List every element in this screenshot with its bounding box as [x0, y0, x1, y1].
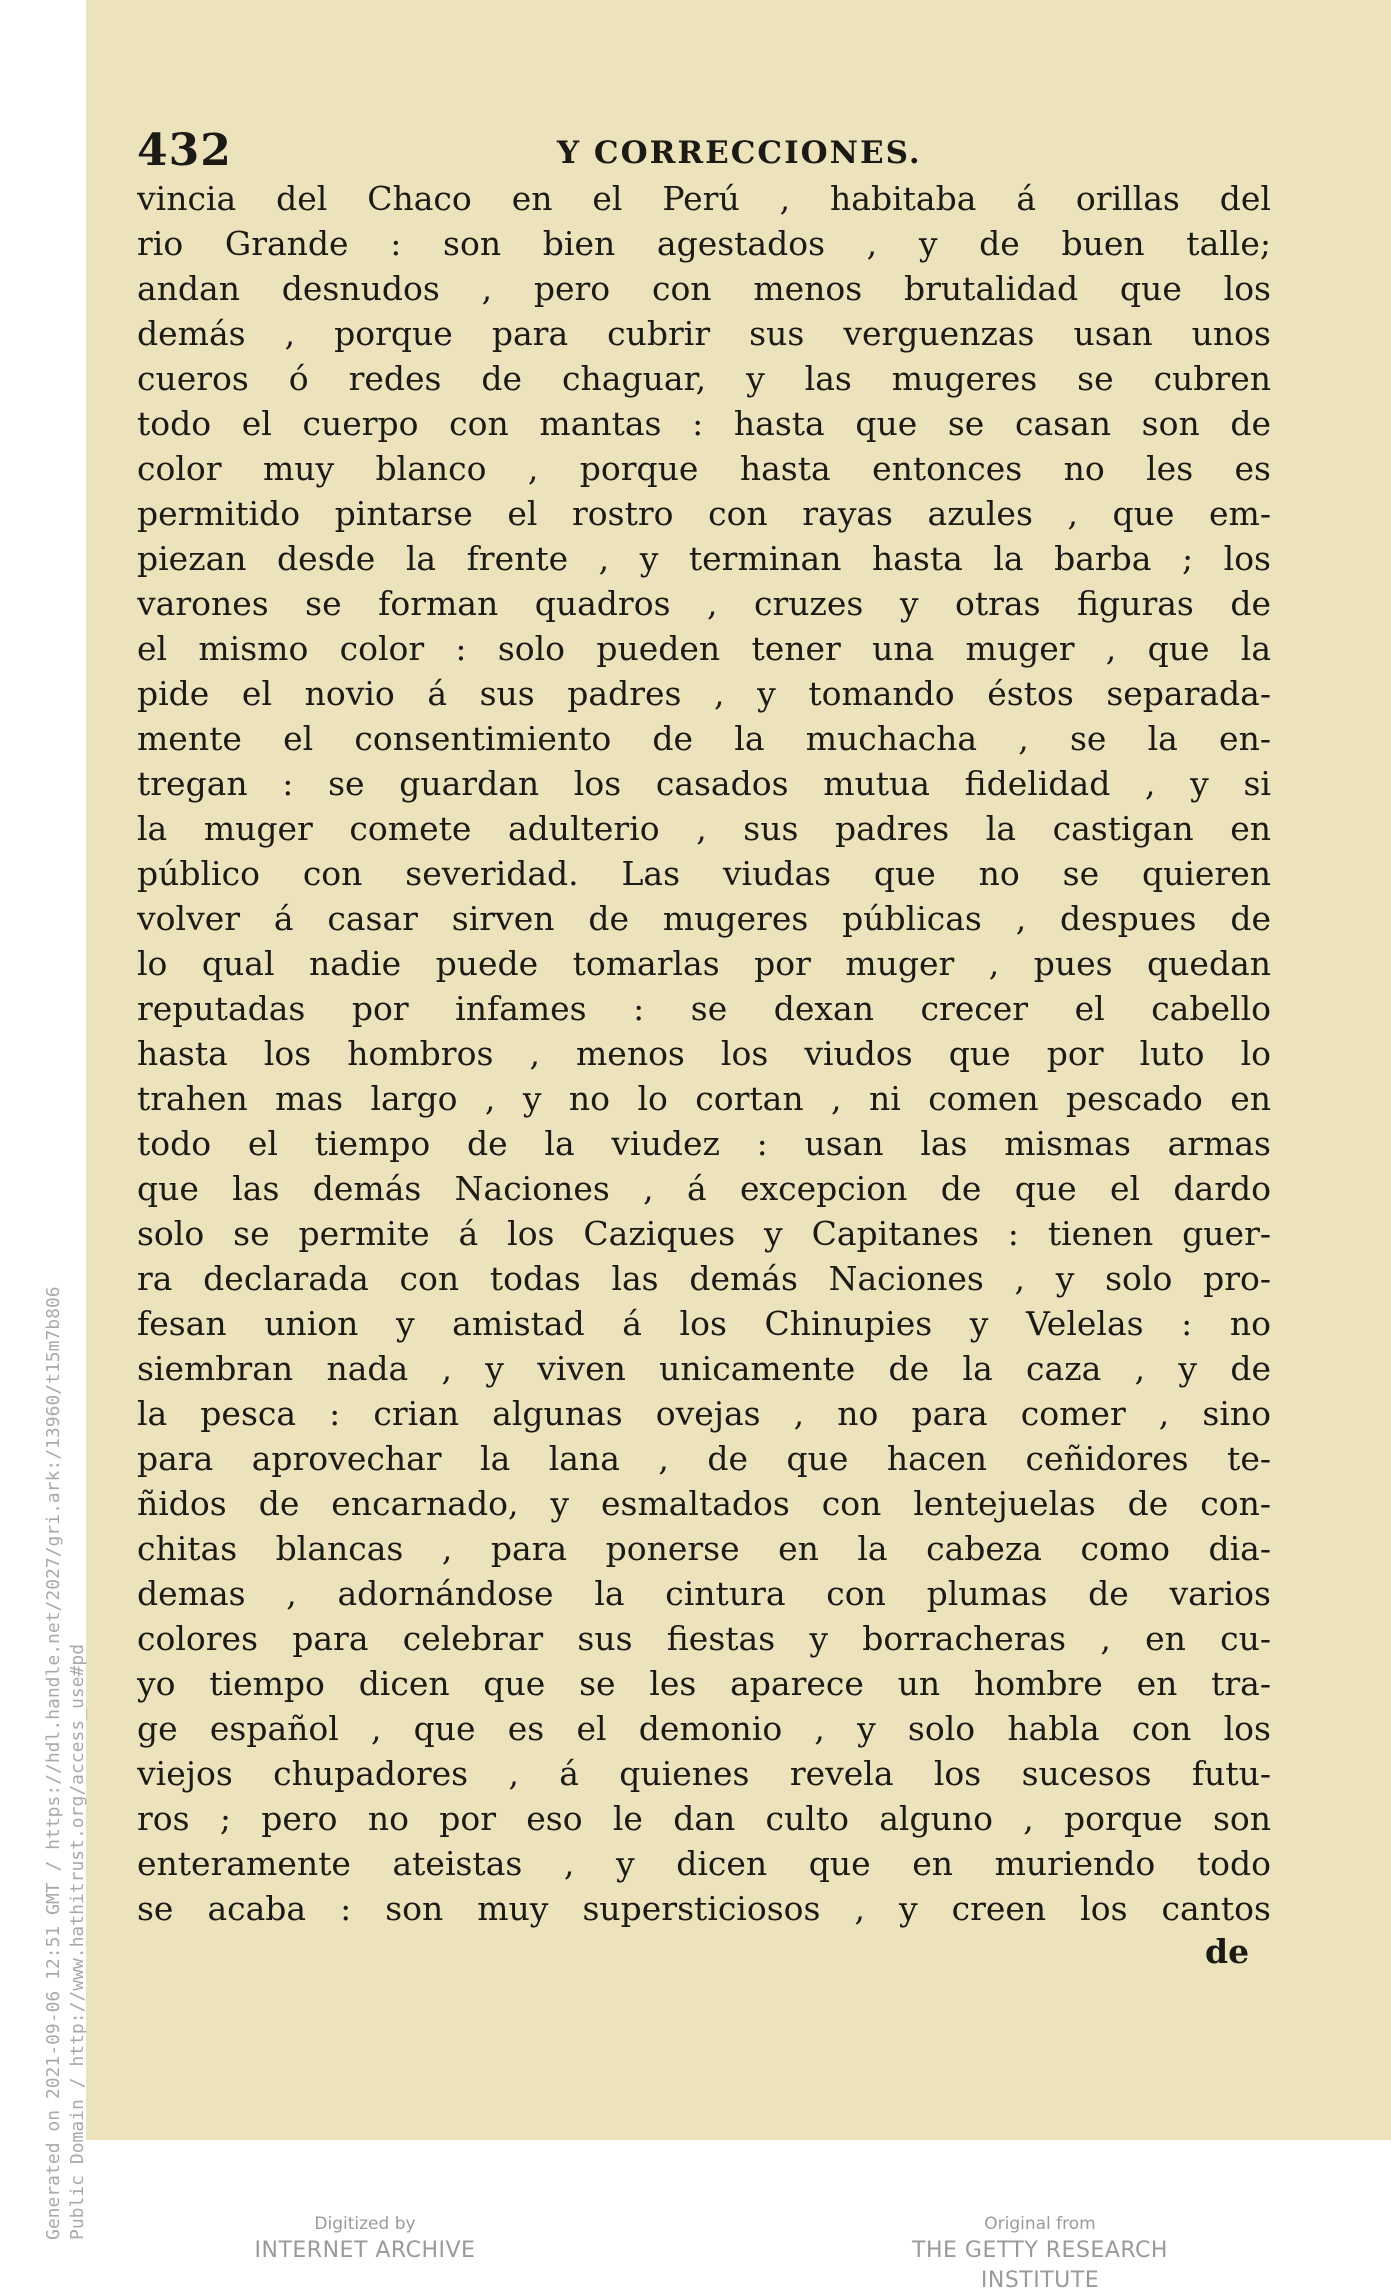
digitized-by-credit — [230, 2212, 500, 2266]
text-line: permitido pintarse el rostro con rayas azules , que em- — [137, 494, 1271, 533]
text-line: reputadas por infames : se dexan crecer el cabello — [137, 989, 1271, 1028]
catchword: de — [1205, 1932, 1250, 1971]
text-line: mente el consentimiento de la muchacha , se la en- — [137, 719, 1271, 758]
digitized-by-label: Digitized by — [314, 2214, 416, 2234]
text-line: viejos chupadores , á quienes revela los sucesos futu- — [137, 1754, 1271, 1793]
text-line: piezan desde la frente , y terminan hasta la barba ; los — [137, 539, 1271, 578]
text-line: colores para celebrar sus fiestas y borracheras , en cu- — [137, 1619, 1271, 1658]
text-line: cueros ó redes de chaguar, y las mugeres se cubren — [137, 359, 1271, 398]
text-line: hasta los hombros , menos los viudos que por luto lo — [137, 1034, 1271, 1073]
text-line: se acaba : son muy supersticiosos , y creen los cantos — [137, 1889, 1271, 1928]
text-line: la pesca : crian algunas ovejas , no para comer , sino — [137, 1394, 1271, 1433]
text-line: color muy blanco , porque hasta entonces no les es — [137, 449, 1271, 488]
text-line: siembran nada , y viven unicamente de la caza , y de — [137, 1349, 1271, 1388]
getty-research-institute-logo: THE GETTY RESEARCH INSTITUTE — [912, 2238, 1168, 2293]
text-line: ros ; pero no por eso le dan culto alguno , porque son — [137, 1799, 1271, 1838]
text-line: para aprovechar la lana , de que hacen ceñidores te- — [137, 1439, 1271, 1478]
text-line: todo el cuerpo con mantas : hasta que se casan son de — [137, 404, 1271, 443]
text-line: demas , adornándose la cintura con plumas de varios — [137, 1574, 1271, 1613]
text-line: enteramente ateistas , y dicen que en muriendo todo — [137, 1844, 1271, 1883]
text-line: demás , porque para cubrir sus verguenzas usan unos — [137, 314, 1271, 353]
text-line: rio Grande : son bien agestados , y de buen talle; — [137, 224, 1271, 263]
text-line: vincia del Chaco en el Perú , habitaba á orillas del — [137, 179, 1271, 218]
text-line: ra declarada con todas las demás Naciones , y solo pro- — [137, 1259, 1271, 1298]
text-line: pide el novio á sus padres , y tomando éstos separada- — [137, 674, 1271, 713]
running-head: Y CORRECCIONES. — [557, 135, 922, 171]
text-line: público con severidad. Las viudas que no se quieren — [137, 854, 1271, 893]
text-line: que las demás Naciones , á excepcion de que el dardo — [137, 1169, 1271, 1208]
text-line: ñidos de encarnado, y esmaltados con lentejuelas de con- — [137, 1484, 1271, 1523]
hathitrust-watermark — [42, 1286, 90, 2240]
text-line: el mismo color : solo pueden tener una muger , que la — [137, 629, 1271, 668]
text-line: tregan : se guardan los casados mutua fidelidad , y si — [137, 764, 1271, 803]
text-line: ge español , que es el demonio , y solo habla con los — [137, 1709, 1271, 1748]
page-number: 432 — [137, 125, 232, 176]
text-line: varones se forman quadros , cruzes y otras figuras de — [137, 584, 1271, 623]
text-line: yo tiempo dicen que se les aparece un hombre en tra- — [137, 1664, 1271, 1703]
text-line: fesan union y amistad á los Chinupies y Velelas : no — [137, 1304, 1271, 1343]
watermark-generated-line: Generated on 2021-09-06 12:51 GMT / https://hdl.handle.net/2027/gri.ark:/13960/t15m7b806 — [43, 1286, 64, 2240]
text-line: lo qual nadie puede tomarlas por muger , pues quedan — [137, 944, 1271, 983]
text-line: volver á casar sirven de mugeres públicas , despues de — [137, 899, 1271, 938]
text-line: trahen mas largo , y no lo cortan , ni comen pescado en — [137, 1079, 1271, 1118]
internet-archive-logo: INTERNET ARCHIVE — [254, 2238, 476, 2263]
watermark-rights-line: Public Domain / http://www.hathitrust.org/access_use#pd — [67, 1643, 88, 2240]
text-line: andan desnudos , pero con menos brutalidad que los — [137, 269, 1271, 308]
text-line: chitas blancas , para ponerse en la cabeza como dia- — [137, 1529, 1271, 1568]
original-from-label: Original from — [984, 2214, 1096, 2234]
text-line: la muger comete adulterio , sus padres la castigan en — [137, 809, 1271, 848]
text-line: solo se permite á los Caziques y Capitanes : tienen guer- — [137, 1214, 1271, 1253]
text-line: todo el tiempo de la viudez : usan las mismas armas — [137, 1124, 1271, 1163]
body-text — [137, 176, 1271, 1931]
original-from-credit — [850, 2212, 1230, 2296]
